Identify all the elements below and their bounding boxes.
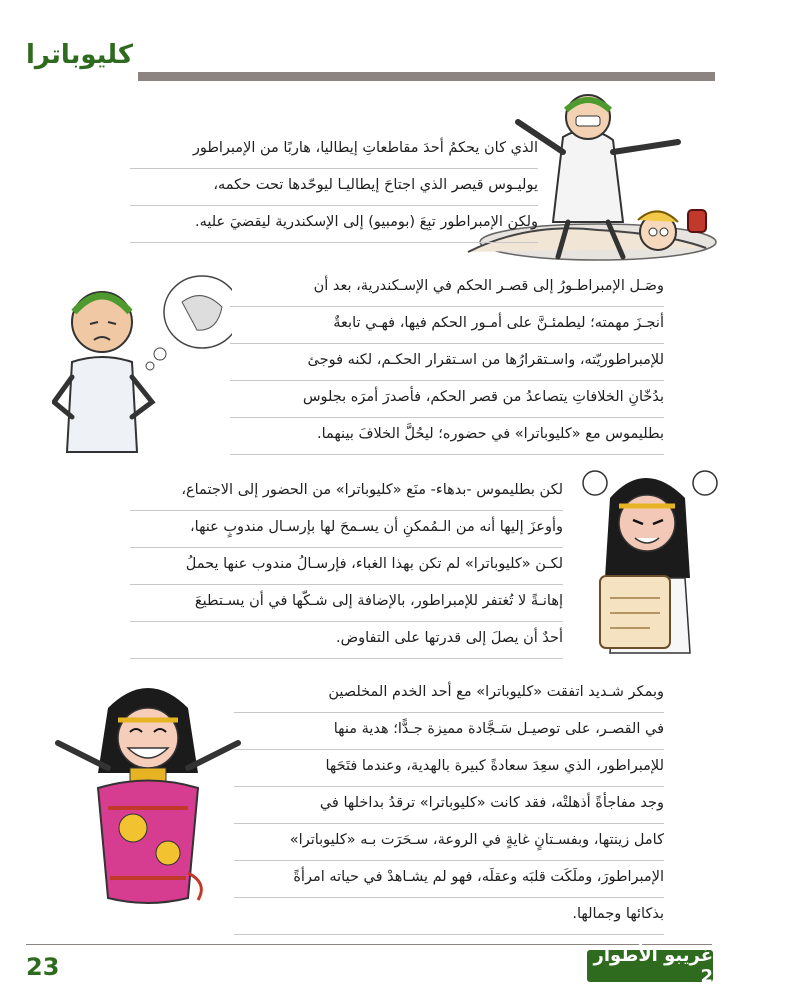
text-line: وجد مفاجأةً أذهلتْه، فقد كانت «كليوباترا» ترقدُ بداخلها في bbox=[234, 787, 664, 824]
page-number: 23 bbox=[26, 953, 60, 981]
paragraph-2 bbox=[230, 270, 664, 455]
paragraph-3 bbox=[130, 474, 563, 659]
caesar-thinking-illustration bbox=[52, 262, 232, 462]
text-line: أنجـزَ مهمته؛ ليطمئـنَّ على أمـور الحكم فيها، فهـي تابعةٌ bbox=[230, 307, 664, 344]
text-line: بدُخّانِ الخلافاتِ يتصاعدُ من قصر الحكم، فأصدرَ أمرَه بجلوس bbox=[230, 381, 664, 418]
text-line: وصَـل الإمبراطـورُ إلى قصـر الحكم في الإسـكندرية، بعد أن bbox=[230, 270, 664, 307]
text-line: الذي كان يحكمُ أحدَ مقاطعاتِ إيطاليا، هاربًا من الإمبراطور bbox=[130, 132, 538, 169]
text-line: يوليـوس قيصر الذي اجتاحَ إيطاليـا ليوحّدها تحت حكمه، bbox=[130, 169, 538, 206]
text-line: كامل زينتها، وبفسـتانٍ غايةٍ في الروعة، سـحَرَت بـه «كليوباترا» bbox=[234, 824, 664, 861]
text-line: ولكن الإمبراطور تبِعَ (بومبيو) إلى الإسكندرية ليقضيَ عليه. bbox=[130, 206, 538, 243]
text-line: بطليموس مع «كليوباترا» في حضوره؛ ليحُلَّ الخلافَ بينهما. bbox=[230, 418, 664, 455]
text-line: لكـن «كليوباترا» لم تكن بهذا الغباء، فإرسـالُ مندوب عنها يحملُ bbox=[130, 548, 563, 585]
text-line: وبمكر شـديد اتفقت «كليوباترا» مع أحد الخدم المخلصين bbox=[234, 676, 664, 713]
book-title: غريبو الأطوار 2 bbox=[593, 945, 713, 987]
text-line: للإمبراطور، الذي سعِدَ سعادةً كبيرة بالهدية، وعندما فتَحَها bbox=[234, 750, 664, 787]
cleopatra-scroll-illustration bbox=[575, 458, 725, 658]
text-line: للإمبراطوريّته، واسـتقرارُها من اسـتقرار الحكـم، لكنه فوجئ bbox=[230, 344, 664, 381]
text-line: في القصـر، على توصيـل سَـجَّادة مميزة جـدًّا؛ هدية منها bbox=[234, 713, 664, 750]
text-line: وأوعزَ إليها أنه من الـمُمكنِ أن يسـمحَ لها بإرسـال مندوبٍ عنها، bbox=[130, 511, 563, 548]
paragraph-1 bbox=[130, 132, 538, 243]
text-line: الإمبراطورَ، وملَكَت قلبَه وعقلَه، فهو لم يشـاهدْ في حياته امرأةً bbox=[234, 861, 664, 898]
text-line: بذكائها وجمالها. bbox=[234, 898, 664, 935]
header-rule bbox=[138, 72, 715, 81]
cleopatra-carpet-illustration bbox=[48, 668, 248, 908]
paragraph-4 bbox=[234, 676, 664, 935]
text-line: لكن بطليموس -بدهاء- منَع «كليوباترا» من الحضور إلى الاجتماع، bbox=[130, 474, 563, 511]
text-line: إهانـةً لا تُغتفر للإمبراطور، بالإضافة إلى شـكّها في أن يسـتطيعَ bbox=[130, 585, 563, 622]
text-line: أحدٌ أن يصلَ إلى قدرتها على التفاوض. bbox=[130, 622, 563, 659]
chapter-title: كليوباترا bbox=[26, 40, 134, 70]
book-title-badge bbox=[587, 945, 713, 987]
